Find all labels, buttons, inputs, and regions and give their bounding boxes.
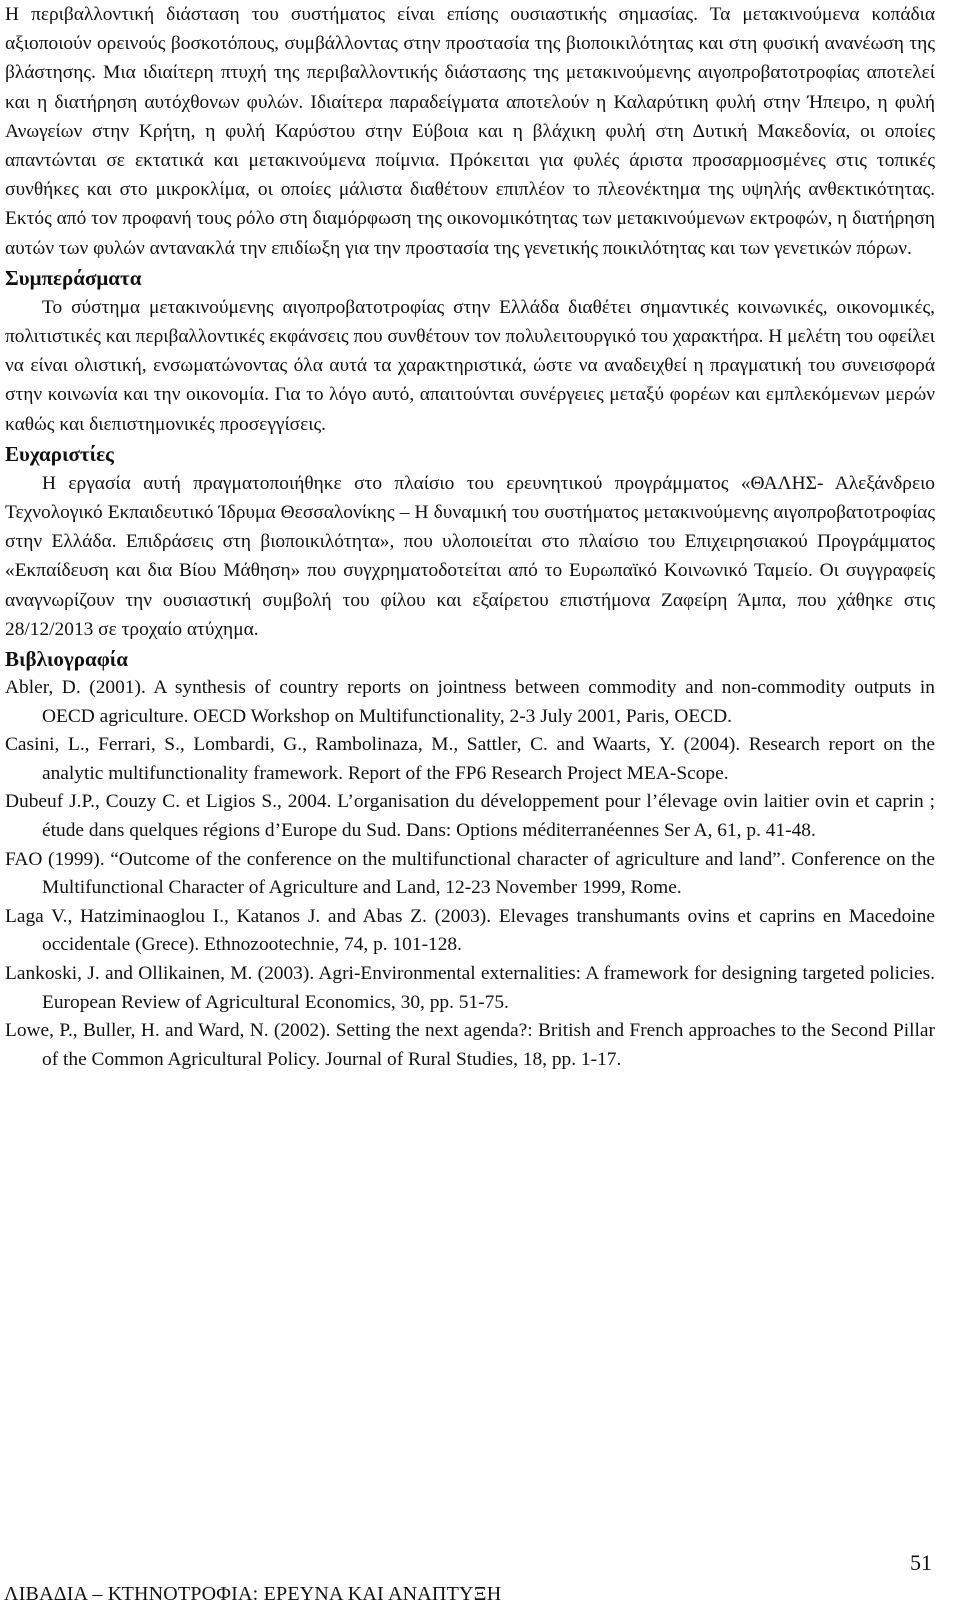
conclusions-paragraph: Το σύστημα μετακινούμενης αιγοπροβατοτροφίας στην Ελλάδα διαθέτει σημαντικές κοινωνικές, οικονομικές, πολιτιστικές και περιβαλλοντικές εκφάνσεις που συνθέτουν τον πολυλειτουργικό του χαρακτήρα. Η μελέτη του οφείλει να είναι ολιστική, ενσωματώνοντας όλα αυτά τα χαρακτηριστικά, ώστε να αναδειχθεί η πραγματική του συνεισφορά στην κοινωνία και την οικονομία. Για το λόγο αυτό, απαιτούνται συνέργειες μεταξύ φορέων και εμπλεκόμενων μερών καθώς και διεπιστημονικές προσεγγίσεις. [5,296,935,435]
acknowledgements-heading: Ευχαριστίες [5,441,114,466]
reference-item: Dubeuf J.P., Couzy C. et Ligios S., 2004. L’organisation du développement pour l’élevage ovin laitier ovin et caprin ; étude dans quelques régions d’Europe du Sud. Dans: Options méditerranéennes Ser A, 61, p. 41-48. [5,791,935,842]
bibliography-heading: Βιβλιογραφία [5,647,129,672]
reference-list [5,674,935,1074]
intro-paragraph: Η περιβαλλοντική διάσταση του συστήματος είναι επίσης ουσιαστικής σημασίας. Τα μετακινούμενα κοπάδια αξιοποιούν ορεινούς βοσκοτόπους, συμβάλλοντας στην προστασία της βιοποικιλότητας και στη φυσική ανανέωση της βλάστησης. Μια ιδιαίτερη πτυχή της περιβαλλοντικής διάστασης της μετακινούμενης αιγοπροβατοτροφίας αποτελεί και η διατήρηση αυτόχθονων φυλών. Ιδιαίτερα παραδείγματα αποτελούν η Καλαρύτικη φυλή στην Ήπειρο, η φυλή Ανωγείων στην Κρήτη, η φυλή Καρύστου στην Εύβοια και η βλάχικη φυλή στη Δυτική Μακεδονία, οι οποίες απαντώνται σε εκτατικά και μετακινούμενα ποίμνια. Πρόκειται για φυλές άριστα προσαρμοσμένες στις τοπικές συνθήκες και στο μικροκλίμα, οι οποίες μάλιστα διαθέτουν επιπλέον το πλεονέκτημα της υψηλής ανθεκτικότητας. Εκτός από τον προφανή τους ρόλο στη διαμόρφωση της οικονομικότητας των μετακινούμενων εκτροφών, η διατήρηση αυτών των φυλών αντανακλά την επιδίωξη για την προστασία της γενετικής ποικιλότητας και των γενετικών πόρων. [5,4,936,259]
reference-item: Casini, L., Ferrari, S., Lombardi, G., Rambolinaza, M., Sattler, C. and Waarts, Y. (2004). Research report on the analytic multifunctionality framework. Report of the FP6 Research Project MEA-Scope. [5,734,935,784]
running-footer-title: ΛΙΒΑΔΙΑ – ΚΤΗΝΟΤΡΟΦΙΑ: ΕΡΕΥΝΑ ΚΑΙ ΑΝΑΠΤΥΞΗ [4,1583,502,1605]
reference-item: Laga V., Hatziminaoglou I., Katanos J. and Abas Z. (2003). Elevages transhumants ovins et caprins en Macedoine occidentale (Grece). Ethnozootechnie, 74, p. 101-128. [5,905,935,956]
conclusions-heading: Συμπεράσματα [5,265,142,290]
page-number: 51 [910,1550,932,1575]
reference-item: Lankoski, J. and Ollikainen, M. (2003). Agri-Environmental externalities: A framework for designing targeted policies. European Review of Agricultural Economics, 30, pp. 51-75. [5,963,935,1013]
reference-item: Abler, D. (2001). A synthesis of country reports on jointness between commodity and non-commodity outputs in OECD agriculture. OECD Workshop on Multifunctionality, 2-3 July 2001, Paris, OECD. [5,677,935,727]
body-text [5,0,935,1074]
reference-item: FAO (1999). “Outcome of the conference on the multifunctional character of agriculture and land”. Conference on the Multifunctional Character of Agriculture and Land, 12-23 November 1999, Rome. [5,848,935,899]
reference-item: Lowe, P., Buller, H. and Ward, N. (2002). Setting the next agenda?: British and French approaches to the Second Pillar of the Common Agricultural Policy. Journal of Rural Studies, 18, pp. 1-17. [5,1020,935,1070]
acknowledgements-paragraph: Η εργασία αυτή πραγματοποιήθηκε στο πλαίσιο του ερευνητικού προγράμματος «ΘΑΛΗΣ- Αλεξάνδρειο Τεχνολογικό Εκπαιδευτικό Ίδρυμα Θεσσαλονίκης – Η δυναμική του συστήματος μετακινούμενης αιγοπροβατοτροφίας στην Ελλάδα. Επιδράσεις στη βιοποικιλότητα», που υλοποιείται στο πλαίσιο του Επιχειρησιακού Προγράμματος «Εκπαίδευση και δια Βίου Μάθηση» που συγχρηματοδοτείται από το Ευρωπαϊκό Κοινωνικό Ταμείο. Οι συγγραφείς αναγνωρίζουν την ουσιαστική συμβολή του φίλου και εξαίρετου επιστήμονα Ζαφείρη Άμπα, που χάθηκε στις 28/12/2013 σε τροχαίο ατύχημα. [5,472,935,640]
